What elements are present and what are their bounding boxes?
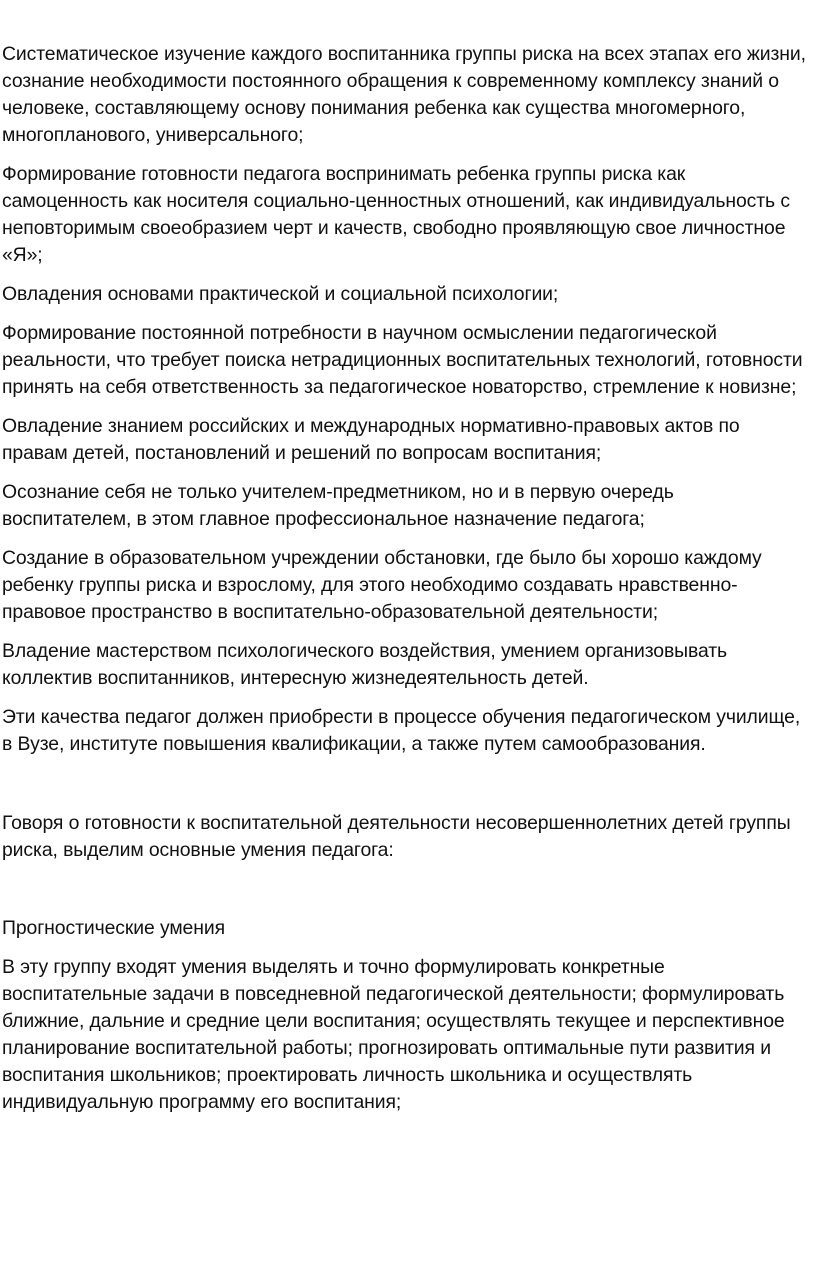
paragraph-mastery: Владение мастерством психологического воздействия, умением организовывать коллектив воспитанников, интересную жизнедеятельность детей. [2, 640, 728, 689]
paragraph-psychology-basics: Овладения основами практической и социальной психологии; [2, 283, 559, 305]
paragraph-qualities: Эти качества педагог должен приобрести в процессе обучения педагогическом училище, в Вузе, институте повышения квалификации, а также путем самообразования. [2, 706, 801, 755]
paragraph-scientific-need: Формирование постоянной потребности в научном осмыслении педагогической реальности, что требует поиска нетрадиционных воспитательных технологий, готовности принять на себя ответственность за педагогическое новаторство, стремление к новизне; [2, 322, 803, 398]
paragraph-readiness-formation: Формирование готовности педагога воспринимать ребенка группы риска как самоценность как носителя социально-ценностных отношений, как индивидуальность с неповторимым своеобразием черт и качеств, свободно проявляющую свое личностное «Я»; [2, 163, 790, 266]
paragraph-environment: Создание в образовательном учреждении обстановки, где было бы хорошо каждому ребенку группы риска и взрослому, для этого необходимо создавать нравственно-правовое пространство в воспитательно-образовательной деятельности; [2, 547, 762, 623]
spacer [2, 770, 808, 810]
section-heading: Прогностические умения [2, 917, 225, 939]
paragraph-systematic-study: Систематическое изучение каждого воспитанника группы риска на всех этапах его жизни, сознание необходимости постоянного обращения к современному комплексу знаний о человеке, составляющему основу понимания ребенка как существа многомерного, многопланового, универсального; [2, 43, 806, 146]
section-body: В эту группу входят умения выделять и точно формулировать конкретные воспитательные задачи в повседневной педагогической деятельности; формулировать ближние, дальние и средние цели воспитания; осуществлять текущее и перспективное планирование воспитательной работы; прогнозировать оптимальные пути развития и воспитания школьников; проектировать личность школьника и осуществлять индивидуальную программу его воспитания; [2, 956, 785, 1113]
spacer [2, 876, 808, 915]
paragraph-self-awareness: Осознание себя не только учителем-предметником, но и в первую очередь воспитателем, в этом главное профессиональное назначение педагога; [2, 481, 674, 530]
paragraph-intro: Говоря о готовности к воспитательной деятельности несовершеннолетних детей группы риска, выделим основные умения педагога: [2, 812, 791, 861]
paragraph-legal-knowledge: Овладение знанием российских и международных нормативно-правовых актов по правам детей, постановлений и решений по вопросам воспитания; [2, 415, 740, 464]
